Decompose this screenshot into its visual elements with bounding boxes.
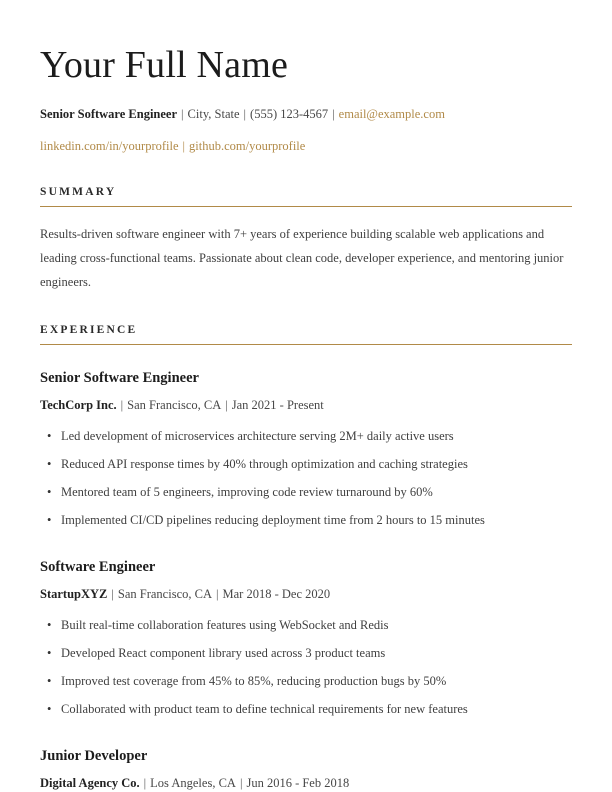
separator: | [243,107,247,121]
job-bullet-list [40,611,572,723]
separator: | [225,398,228,412]
job-entry-3 [40,748,572,791]
bullet-item: • Built real-time collaboration features using WebSocket and Redis [40,611,572,639]
job-location: San Francisco, CA [117,587,212,601]
job-entry-1 [40,370,572,534]
job-entry-2 [40,559,572,723]
job-dates: Mar 2018 - Dec 2020 [222,587,331,601]
job-location: Los Angeles, CA [150,776,236,790]
job-title: Software Engineer [40,559,156,575]
bullet-item: • Improved test coverage from 45% to 85%, reducing production bugs by 50% [40,667,572,695]
job-meta [40,776,572,791]
contact-phone: (555) 123-4567 [250,107,329,121]
job-company: Digital Agency Co. [40,776,140,790]
separator: | [215,587,219,601]
separator: | [143,776,147,790]
bullet-item: • Collaborated with product team to define technical requirements for new features [40,695,572,723]
job-company: TechCorp Inc. [40,398,117,412]
contact-job-title: Senior Software Engineer [40,107,178,121]
linkedin-link[interactable]: linkedin.com/in/yourprofile [40,139,179,153]
section-heading-experience: EXPERIENCE [40,324,138,336]
job-meta [40,398,572,413]
separator: | [239,776,243,790]
contact-line-1 [40,107,572,122]
summary-section [40,186,572,294]
summary-text: Results-driven software engineer with 7+ years of experience building scalable web applications and leading cross-functional teams. Passionate about clean code, developer experience, and mentoring junior engineers. [40,227,564,289]
job-meta [40,587,572,602]
bullet-item: • Mentored team of 5 engineers, improving code review turnaround by 60% [40,478,572,506]
bullet-item: • Implemented CI/CD pipelines reducing deployment time from 2 hours to 15 minutes [40,506,572,534]
separator: | [182,139,186,153]
job-dates: Jan 2021 - Present [231,398,324,412]
contact-line-2 [40,139,572,154]
bullet-item: • Developed React component library used across 3 product teams [40,639,572,667]
separator: | [332,107,335,121]
separator: | [111,587,114,601]
section-divider [40,206,572,207]
section-heading-summary: SUMMARY [40,186,117,198]
github-link[interactable]: github.com/yourprofile [189,139,306,153]
job-bullet-list [40,422,572,534]
job-title: Senior Software Engineer [40,370,199,386]
contact-location: City, State [187,107,240,121]
experience-section [40,324,572,791]
bullet-item: • Reduced API response times by 40% through optimization and caching strategies [40,450,572,478]
section-divider [40,344,572,345]
job-dates: Jun 2016 - Feb 2018 [246,776,350,790]
job-location: San Francisco, CA [127,398,222,412]
job-company: StartupXYZ [40,587,108,601]
page-title: Your Full Name [40,44,289,86]
separator: | [181,107,184,121]
job-title: Junior Developer [40,748,148,764]
separator: | [120,398,124,412]
bullet-item: • Led development of microservices architecture serving 2M+ daily active users [40,422,572,450]
email-link[interactable]: email@example.com [338,107,445,121]
